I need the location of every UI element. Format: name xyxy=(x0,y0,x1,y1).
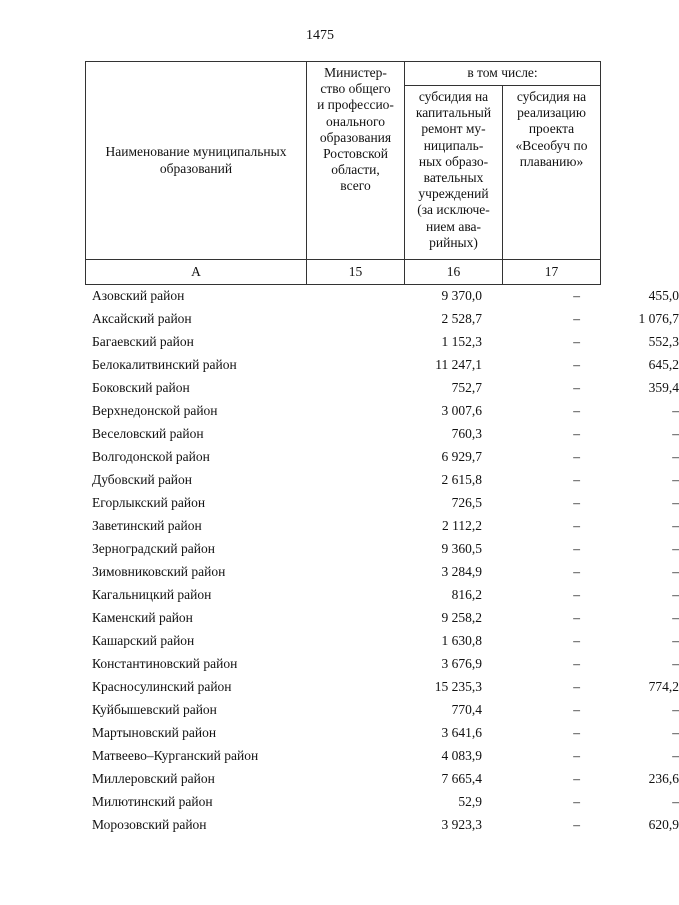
table-row xyxy=(85,560,679,583)
row-value-col16: – xyxy=(573,472,580,487)
row-value-col16: – xyxy=(573,656,580,671)
row-value-col15: 2 528,7 xyxy=(441,311,482,326)
row-value-col16: – xyxy=(573,679,580,694)
row-value-col16: – xyxy=(573,564,580,579)
header-including-label: в том числе: xyxy=(467,65,538,81)
row-value-col17: 774,2 xyxy=(648,679,679,694)
table-row xyxy=(85,813,679,836)
row-name: Морозовский район xyxy=(92,817,207,832)
row-value-col15: 11 247,1 xyxy=(435,357,482,372)
row-value-col15: 752,7 xyxy=(451,380,482,395)
table-row xyxy=(85,514,679,537)
table-row xyxy=(85,307,679,330)
header-col16-line: (за исключе- xyxy=(417,202,490,218)
row-value-col16: – xyxy=(573,426,580,441)
row-name: Веселовский район xyxy=(92,426,204,441)
header-col16-line: субсидия на xyxy=(418,89,489,104)
table-row xyxy=(85,790,679,813)
row-value-col17: – xyxy=(672,587,679,602)
row-value-col15: 9 370,0 xyxy=(441,288,482,303)
row-value-col16: – xyxy=(573,702,580,717)
row-value-col15: 15 235,3 xyxy=(434,679,482,694)
row-name: Красносулинский район xyxy=(92,679,232,694)
row-value-col15: 3 284,9 xyxy=(441,564,482,579)
row-name: Азовский район xyxy=(92,288,185,303)
row-value-col15: 4 083,9 xyxy=(441,748,482,763)
row-value-col16: – xyxy=(573,633,580,648)
table-body xyxy=(85,284,679,836)
row-value-col17: 236,6 xyxy=(648,771,679,786)
header-col15-line: Министер- xyxy=(324,65,387,80)
row-name: Зерноградский район xyxy=(92,541,215,556)
table-row xyxy=(85,468,679,491)
header-col15-line: ство общего xyxy=(320,81,391,97)
row-name: Зимовниковский район xyxy=(92,564,226,579)
row-name: Егорлыкский район xyxy=(92,495,206,510)
table-row xyxy=(85,675,679,698)
row-value-col17: – xyxy=(672,633,679,648)
header-including xyxy=(405,62,601,86)
header-col16-line: ных образо- xyxy=(418,153,489,169)
row-value-col17: – xyxy=(672,564,679,579)
row-value-col15: 52,9 xyxy=(458,794,482,809)
row-value-col15: 3 641,6 xyxy=(441,725,482,740)
header-col16-line: учреждений xyxy=(418,186,489,202)
header-col15-line: всего xyxy=(340,178,371,194)
header-col16-line: рийных) xyxy=(429,234,478,250)
header-col17-line: плаванию» xyxy=(519,153,584,169)
row-value-col17: 552,3 xyxy=(648,334,679,349)
table-row xyxy=(85,445,679,468)
row-value-col15: 2 615,8 xyxy=(441,472,482,487)
header-col15-text xyxy=(309,65,402,195)
row-value-col17: – xyxy=(672,610,679,625)
row-value-col16: – xyxy=(573,518,580,533)
table-row xyxy=(85,767,679,790)
row-value-col15: 3 007,6 xyxy=(441,403,482,418)
row-name: Мартыновский район xyxy=(92,725,217,740)
row-value-col17: – xyxy=(672,403,679,418)
row-name: Константиновский район xyxy=(92,656,238,671)
row-value-col16: – xyxy=(573,357,580,372)
row-name: Каменский район xyxy=(92,610,193,625)
row-value-col16: – xyxy=(573,541,580,556)
table-row xyxy=(85,376,679,399)
row-value-col16: – xyxy=(573,725,580,740)
row-value-col15: 760,3 xyxy=(451,426,482,441)
table-row xyxy=(85,583,679,606)
row-name: Багаевский район xyxy=(92,334,194,349)
row-value-col17: – xyxy=(672,794,679,809)
row-value-col16: – xyxy=(573,334,580,349)
row-value-col17: – xyxy=(672,518,679,533)
header-col17-line: субсидия на xyxy=(516,89,587,104)
row-value-col17: – xyxy=(672,449,679,464)
header-col15 xyxy=(307,62,405,260)
row-name: Милютинский район xyxy=(92,794,213,809)
row-name: Белокалитвинский район xyxy=(92,357,237,372)
header-col15-line: области, xyxy=(331,162,380,178)
table-row xyxy=(85,698,679,721)
row-value-col16: – xyxy=(573,495,580,510)
row-value-col17: – xyxy=(672,426,679,441)
row-value-col15: 816,2 xyxy=(451,587,482,602)
header-col15-line: онального xyxy=(326,113,385,129)
row-value-col17: 645,2 xyxy=(648,357,679,372)
row-value-col16: – xyxy=(573,794,580,809)
table-row xyxy=(85,629,679,652)
table-row xyxy=(85,744,679,767)
row-value-col15: 1 630,8 xyxy=(441,633,482,648)
row-value-col17: 455,0 xyxy=(648,288,679,303)
header-col15-line: Ростовской xyxy=(323,146,388,162)
row-name: Дубовский район xyxy=(92,472,193,487)
row-name: Миллеровский район xyxy=(92,771,215,786)
row-value-col15: 9 258,2 xyxy=(441,610,482,625)
row-name: Заветинский район xyxy=(92,518,202,533)
header-col15-line: и профессио- xyxy=(317,97,394,113)
row-value-col16: – xyxy=(573,817,580,832)
row-value-col15: 3 923,3 xyxy=(441,817,482,832)
row-value-col17: – xyxy=(672,656,679,671)
header-col17-line: проекта xyxy=(528,121,575,137)
row-name: Кашарский район xyxy=(92,633,195,648)
row-name: Кагальницкий район xyxy=(92,587,212,602)
header-col16-line: ниципаль- xyxy=(423,137,484,153)
row-value-col15: 726,5 xyxy=(451,495,482,510)
table-row xyxy=(85,491,679,514)
header-col16-line: ремонт му- xyxy=(421,121,486,137)
row-value-col16: – xyxy=(573,449,580,464)
row-value-col15: 6 929,7 xyxy=(441,449,482,464)
header-col17 xyxy=(503,86,601,260)
column-number-16: 16 xyxy=(405,260,503,285)
table-header xyxy=(85,61,601,285)
table-row xyxy=(85,284,679,307)
header-col16-line: нием ава- xyxy=(425,218,482,234)
row-value-col15: 770,4 xyxy=(451,702,482,717)
row-value-col15: 7 665,4 xyxy=(441,771,482,786)
row-value-col17: – xyxy=(672,748,679,763)
header-col17-line: реализацию xyxy=(517,105,586,121)
row-value-col17: 620,9 xyxy=(648,817,679,832)
row-value-col17: – xyxy=(672,541,679,556)
header-name-column xyxy=(86,62,307,260)
row-value-col17: 359,4 xyxy=(648,380,679,395)
column-number-17: 17 xyxy=(503,260,601,285)
row-value-col16: – xyxy=(573,311,580,326)
row-value-col15: 2 112,2 xyxy=(442,518,482,533)
row-value-col15: 3 676,9 xyxy=(441,656,482,671)
row-value-col17: – xyxy=(672,702,679,717)
page-number: 1475 xyxy=(306,28,334,43)
column-number-15: 15 xyxy=(307,260,405,285)
row-name: Матвеево–Курганский район xyxy=(92,748,259,763)
row-value-col15: 1 152,3 xyxy=(441,334,482,349)
table-row xyxy=(85,606,679,629)
table-row xyxy=(85,422,679,445)
table-row xyxy=(85,652,679,675)
table-row xyxy=(85,399,679,422)
row-value-col16: – xyxy=(573,771,580,786)
row-name: Аксайский район xyxy=(92,311,192,326)
header-col17-line: «Всеобуч по xyxy=(515,137,588,153)
header-col16-line: капитальный xyxy=(415,105,492,121)
row-value-col17: 1 076,7 xyxy=(638,311,679,326)
row-value-col17: – xyxy=(672,495,679,510)
row-value-col16: – xyxy=(573,587,580,602)
header-col16-line: вательных xyxy=(423,170,484,186)
table-row xyxy=(85,537,679,560)
row-value-col16: – xyxy=(573,748,580,763)
header-col16 xyxy=(405,86,503,260)
row-value-col16: – xyxy=(573,610,580,625)
row-name: Волгодонской район xyxy=(92,449,210,464)
row-value-col15: 9 360,5 xyxy=(441,541,482,556)
header-col15-line: образования xyxy=(319,129,392,145)
column-number-a: А xyxy=(86,260,307,285)
row-name: Боковский район xyxy=(92,380,190,395)
row-value-col17: – xyxy=(672,725,679,740)
header-name-label: Наименование муниципальных образований xyxy=(105,144,287,176)
table-row xyxy=(85,353,679,376)
row-value-col16: – xyxy=(573,403,580,418)
row-value-col17: – xyxy=(672,472,679,487)
row-value-col16: – xyxy=(573,380,580,395)
row-value-col16: – xyxy=(573,288,580,303)
row-name: Верхнедонской район xyxy=(92,403,218,418)
table-row xyxy=(85,721,679,744)
table-row xyxy=(85,330,679,353)
row-name: Куйбышевский район xyxy=(92,702,217,717)
